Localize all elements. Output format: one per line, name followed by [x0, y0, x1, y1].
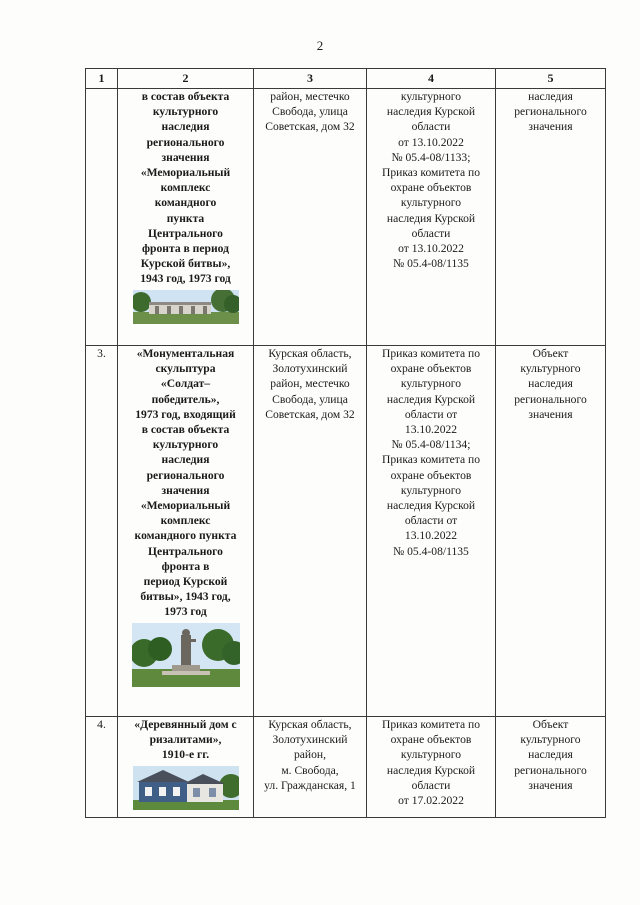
category-cell	[496, 717, 606, 818]
order-details: Приказ комитета по охране объектов культурного наследия Курской области от 13.10.2022 № 05.4-08/1134; Приказ комитета по охране объектов культурного наследия Курской области от 13.10.2022 № 05.4-08/1135	[381, 347, 481, 558]
wooden-house-photo	[133, 766, 239, 810]
object-name: «Деревянный дом с ризалитами», 1910-е гг.	[134, 718, 237, 762]
table-row	[86, 346, 606, 717]
table-row	[86, 717, 606, 818]
row-number	[86, 89, 118, 346]
address-cell	[254, 346, 367, 717]
object-name-cell	[118, 89, 254, 346]
table-row	[86, 89, 606, 346]
soldier-monument-photo	[132, 623, 240, 687]
order-details: Приказ комитета по охране объектов культурного наследия Курской области от 17.02.2022	[381, 718, 481, 808]
memorial-complex-photo	[133, 290, 239, 324]
object-name-cell	[118, 717, 254, 818]
column-header-4: 4	[367, 69, 496, 89]
column-header-5: 5	[496, 69, 606, 89]
column-header-1: 1	[86, 69, 118, 89]
row-number: 3.	[86, 346, 118, 717]
address: район, местечко Свобода, улица Советская, дом 32	[265, 90, 355, 134]
address-cell	[254, 717, 367, 818]
order-details: культурного наследия Курской области от 13.10.2022 № 05.4-08/1133; Приказ комитета по охране объектов культурного наследия Курской области от 13.10.2022 № 05.4-08/1135	[381, 90, 481, 271]
category-cell	[496, 89, 606, 346]
page-number: 2	[316, 38, 324, 53]
order-cell	[367, 717, 496, 818]
object-name: «Монументальная скульптура «Солдат– победитель», 1973 год, входящий в состав объекта культурного наследия регионального значения «Мемориальный комплекс командного пункта Центрального фронта в период Курской битвы», 1943 год, 1973 год	[134, 347, 237, 619]
row-number: 4.	[86, 717, 118, 818]
heritage-category: наследия регионального значения	[514, 90, 587, 134]
header-row	[86, 69, 606, 89]
order-cell	[367, 89, 496, 346]
order-cell	[367, 346, 496, 717]
category-cell	[496, 346, 606, 717]
address: Курская область, Золотухинский район, местечко Свобода, улица Советская, дом 32	[265, 347, 355, 421]
column-header-3: 3	[254, 69, 367, 89]
object-name-cell	[118, 346, 254, 717]
address: Курская область, Золотухинский район, м. Свобода, ул. Гражданская, 1	[264, 718, 356, 792]
address-cell	[254, 89, 367, 346]
heritage-category: Объект культурного наследия регионального значения	[514, 347, 587, 421]
heritage-objects-table	[85, 68, 606, 818]
object-name: в состав объекта культурного наследия регионального значения «Мемориальный комплекс командного пункта Центрального фронта в период Курской битвы», 1943 год, 1973 год	[140, 90, 231, 286]
column-header-2: 2	[118, 69, 254, 89]
heritage-category: Объект культурного наследия регионального значения	[514, 718, 587, 792]
